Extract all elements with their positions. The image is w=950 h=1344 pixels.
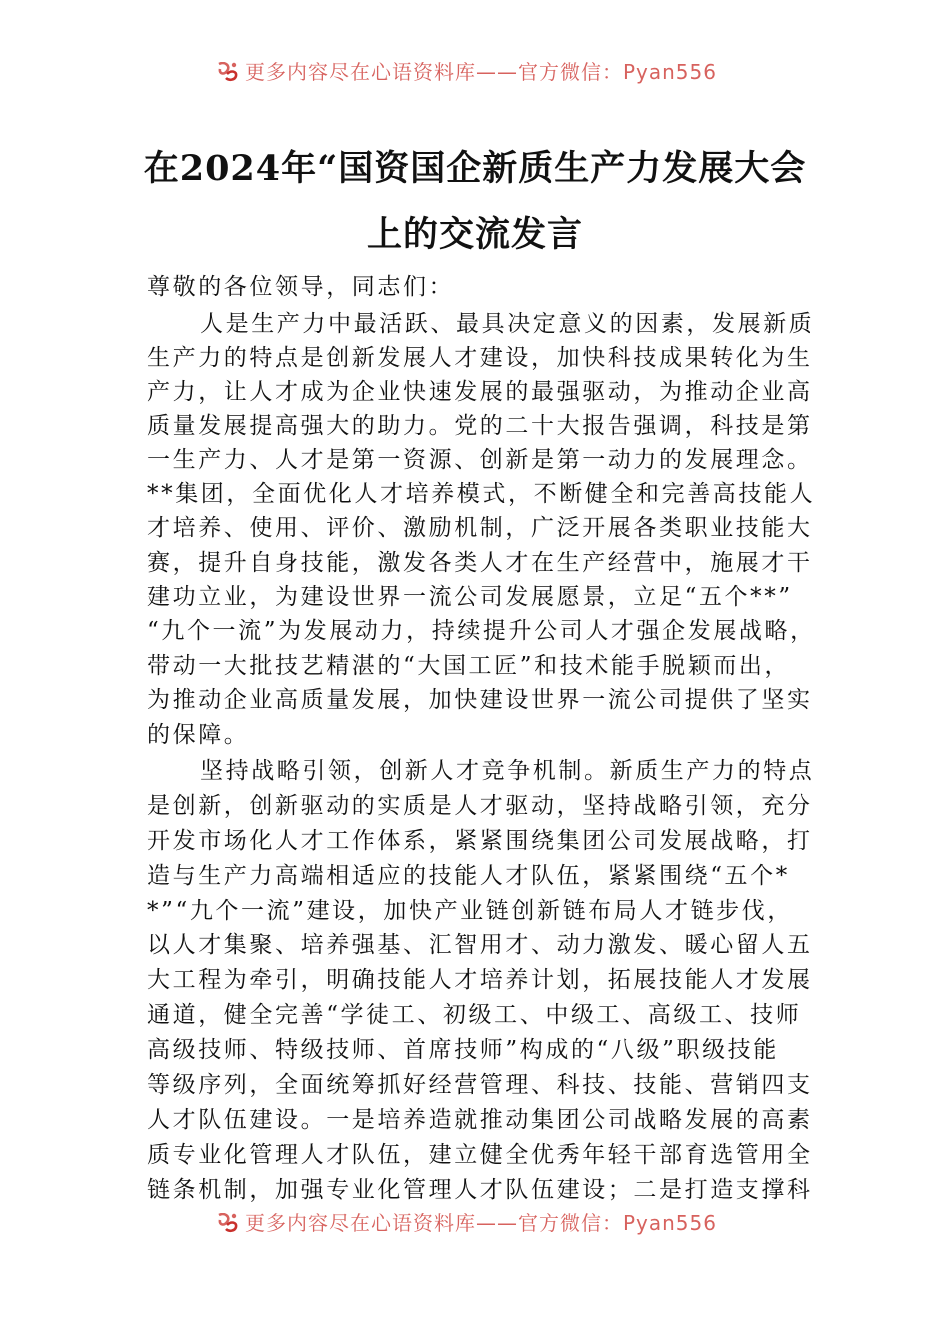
paragraph-line: 质专业化管理人才队伍，建立健全优秀年轻干部育选管用全: [147, 1142, 813, 1168]
paragraph-line: 人是生产力中最活跃、最具决定意义的因素，发展新质: [200, 311, 815, 337]
paragraph-line: 以人才集聚、培养强基、汇智用才、动力激发、暖心留人五: [147, 932, 813, 958]
paragraph-line: 建功立业，为建设世界一流公司发展愿景，立足“五个**”: [147, 584, 793, 610]
watermark-text: 更多内容尽在心语资料库——官方微信：Pyan556: [244, 1213, 717, 1235]
paragraph-line: 的保障。: [147, 722, 250, 748]
paragraph-line: 赛，提升自身技能，激发各类人才在生产经营中，施展才干: [147, 550, 813, 576]
paragraph-line: 等级序列，全面统筹抓好经营管理、科技、技能、营销四支: [147, 1072, 813, 1098]
paragraph-line: 人才队伍建设。一是培养造就推动集团公司战略发展的高素: [147, 1107, 813, 1133]
paragraph-line: **集团，全面优化人才培养模式，不断健全和完善高技能人: [147, 481, 816, 507]
paragraph-line: 坚持战略引领，创新人才竞争机制。新质生产力的特点: [200, 758, 815, 784]
paragraph-line: *”“九个一流”建设，加快产业链创新链布局人才链步伐，: [147, 898, 793, 924]
watermark-top: [0, 62, 950, 88]
brand-logo-icon: [215, 62, 241, 82]
paragraph-line: 大工程为牵引，明确技能人才培养计划，拓展技能人才发展: [147, 967, 813, 993]
paragraph-line: 是创新，创新驱动的实质是人才驱动，坚持战略引领，充分: [147, 793, 813, 819]
paragraph-line: 才培养、使用、评价、激励机制，广泛开展各类职业技能大: [147, 515, 813, 541]
watermark-text: 更多内容尽在心语资料库——官方微信：Pyan556: [244, 62, 717, 84]
paragraph-line: 为推动企业高质量发展，加快建设世界一流公司提供了坚实: [147, 687, 813, 713]
paragraph-line: 一生产力、人才是第一资源、创新是第一动力的发展理念。: [147, 447, 813, 473]
paragraph-line: 生产力的特点是创新发展人才建设，加快科技成果转化为生: [147, 345, 813, 371]
salutation: 尊敬的各位领导，同志们：: [147, 274, 455, 300]
paragraph-line: “九个一流”为发展动力，持续提升公司人才强企发展战略，: [147, 618, 816, 644]
document-title-line-2: 上的交流发言: [366, 214, 583, 255]
paragraph-line: 带动一大批技艺精湛的“大国工匠”和技术能手脱颖而出，: [147, 653, 791, 679]
paragraph-line: 链条机制，加强专业化管理人才队伍建设；二是打造支撑科: [147, 1177, 813, 1203]
brand-logo-icon: [215, 1213, 241, 1233]
watermark-bottom: [0, 1213, 950, 1239]
document-title-line-1: 在2024年“国资国企新质生产力发展大会: [143, 148, 807, 189]
paragraph-line: 高级技师、特级技师、首席技师”构成的“八级”职级技能: [147, 1037, 779, 1063]
paragraph-line: 质量发展提高强大的助力。党的二十大报告强调，科技是第: [147, 413, 813, 439]
paragraph-line: 产力，让人才成为企业快速发展的最强驱动，为推动企业高: [147, 379, 813, 405]
paragraph-line: 造与生产力高端相适应的技能人才队伍，紧紧围绕“五个*: [147, 863, 790, 889]
paragraph-line: 开发市场化人才工作体系，紧紧围绕集团公司发展战略，打: [147, 828, 813, 854]
paragraph-line: 通道，健全完善“学徒工、初级工、中级工、高级工、技师: [147, 1002, 802, 1028]
